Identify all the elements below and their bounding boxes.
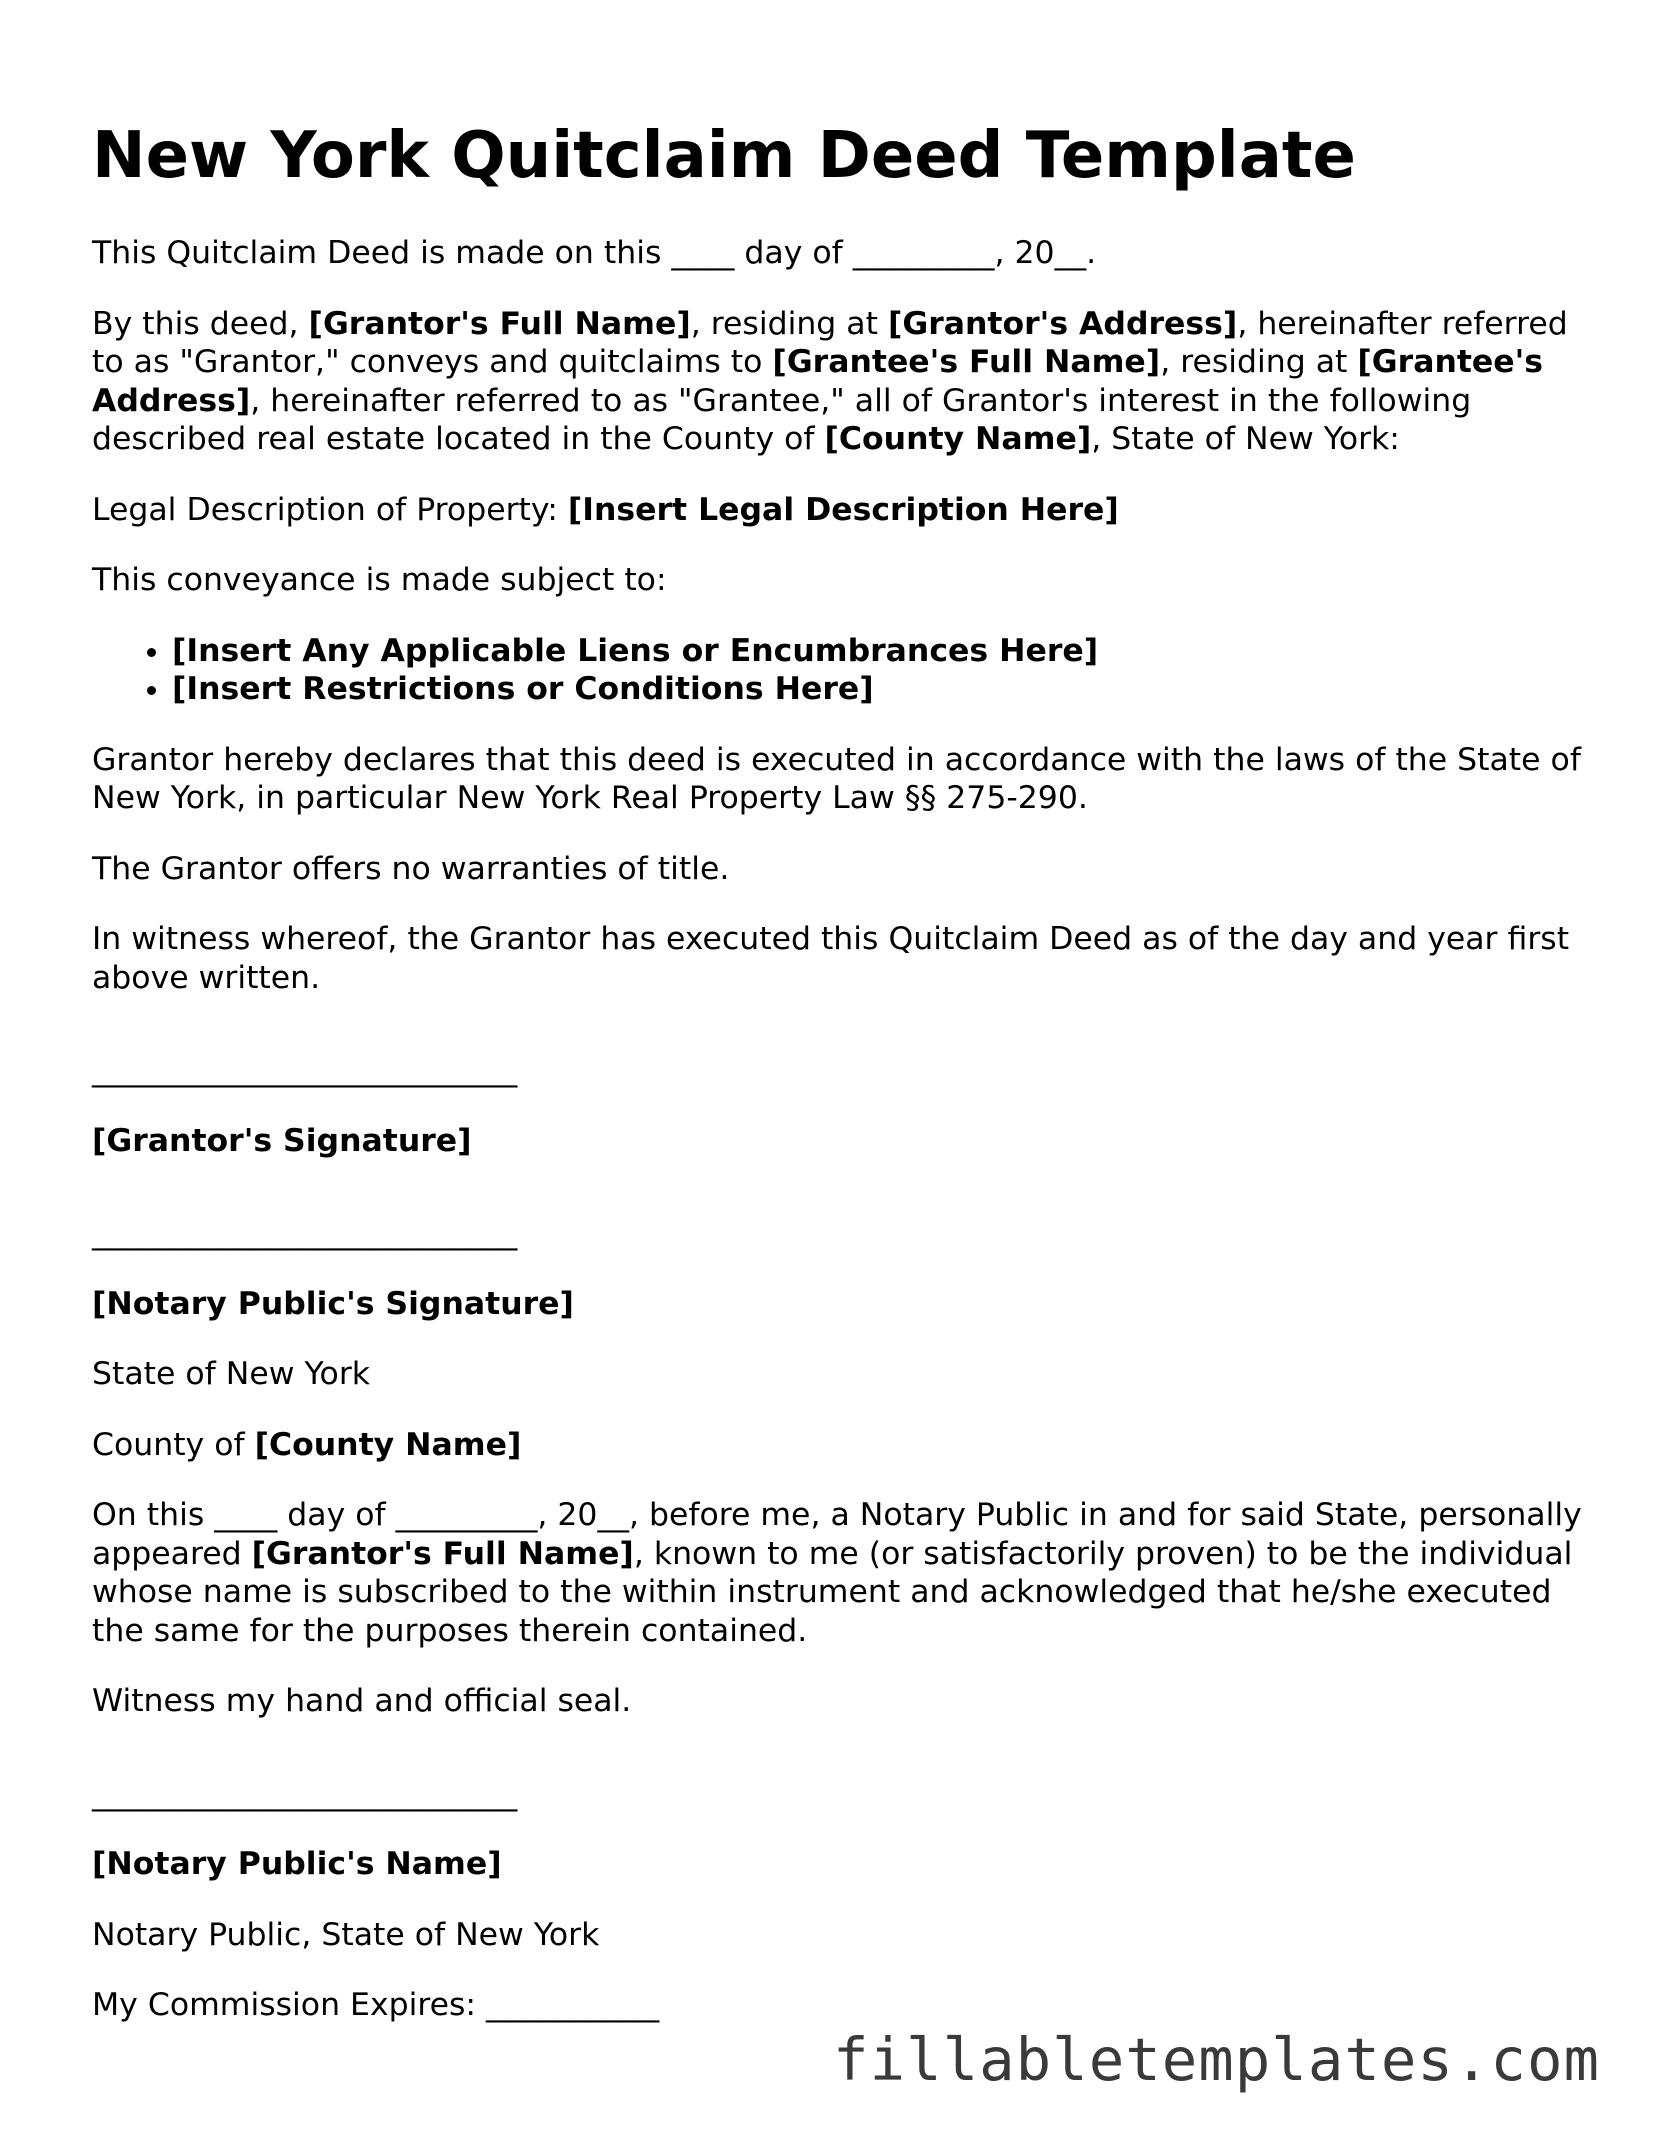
legal-description — [92, 491, 1592, 530]
document — [92, 118, 1592, 2057]
law-paragraph: Grantor hereby declares that this deed is executed in accordance with the laws of the State of New York, in particular New York Real Property Law §§ 275-290. — [92, 741, 1581, 816]
notary-signature-label — [92, 1285, 1592, 1324]
notary-state-line: Notary Public, State of New York — [92, 1916, 600, 1953]
county-line-placeholder: [County Name] — [254, 1426, 522, 1463]
notary-signature-text: [Notary Public's Signature] — [92, 1285, 574, 1322]
county-line — [92, 1426, 1592, 1465]
deed-text-5: , hereinafter referred to as "Grantee," all of Grantor's interest in the following described real estate located in the County of — [92, 382, 1472, 457]
seal-paragraph: Witness my hand and official seal. — [92, 1683, 632, 1719]
commission-line: My Commission Expires: ___________ — [92, 1987, 660, 2023]
county-placeholder: [County Name] — [824, 421, 1092, 457]
deed-text-3: , hereinafter referred to as "Grantor," conveys and quitclaims to — [92, 305, 1568, 380]
list-item: • [Insert Restrictions or Conditions Here] — [172, 670, 1592, 709]
page-title: New York Quitclaim Deed Template — [92, 119, 1356, 193]
grantor-address-placeholder: [Grantor's Address] — [887, 305, 1238, 342]
warranty-paragraph: The Grantor offers no warranties of title. — [92, 850, 730, 887]
deed-text-1: By this deed, — [92, 305, 309, 342]
intro-paragraph: This Quitclaim Deed is made on this ____ day of _________, 20__. — [92, 235, 1097, 271]
list-item: • [Insert Any Applicable Liens or Encumbrances Here] — [172, 632, 1592, 671]
state-line: State of New York — [92, 1356, 371, 1392]
notary-name-line: ___________________________ — [92, 1775, 518, 1812]
grantor-signature-label — [92, 1122, 1592, 1161]
deed-text-4: , residing at — [1160, 344, 1358, 380]
witness-paragraph: In witness whereof, the Grantor has executed this Quitclaim Deed as of the day and year first above written. — [92, 921, 1570, 996]
notary-name-text: [Notary Public's Name] — [92, 1846, 502, 1882]
deed-text-2: , residing at — [690, 305, 888, 342]
subject-list — [92, 632, 1592, 709]
notary-name-label — [92, 1845, 1592, 1884]
deed-text-6: , State of New York: — [1091, 421, 1400, 457]
grantor-signature-line: ___________________________ — [92, 1052, 518, 1088]
legal-description-label: Legal Description of Property: — [92, 491, 568, 528]
ack-text-2: , known to me (or satisfactorily proven) to be the individual whose name is subscribed to the within instrument and acknowledged that he/she executed the same for the purposes therein contained. — [92, 1535, 1573, 1649]
deed-paragraph — [92, 305, 1592, 459]
notary-signature-line: ___________________________ — [92, 1215, 518, 1251]
ack-grantor-name-placeholder: [Grantor's Full Name] — [251, 1535, 634, 1572]
county-label: County of — [92, 1426, 255, 1463]
ack-text-1: On this ____ day of _________, 20__, before me, a Notary Public in and for said State, personally appeared — [92, 1497, 1582, 1572]
acknowledgment-paragraph — [92, 1496, 1592, 1650]
grantor-name-placeholder: [Grantor's Full Name] — [308, 305, 691, 342]
grantor-signature-text: [Grantor's Signature] — [92, 1122, 472, 1159]
watermark: fillabletemplates.com — [833, 2025, 1600, 2094]
grantee-name-placeholder: [Grantee's Full Name] — [772, 344, 1161, 380]
subject-intro: This conveyance is made subject to: — [92, 562, 667, 598]
grantee-address-placeholder: [Grantee's Address] — [92, 344, 1544, 419]
legal-description-placeholder: [Insert Legal Description Here] — [567, 491, 1119, 528]
